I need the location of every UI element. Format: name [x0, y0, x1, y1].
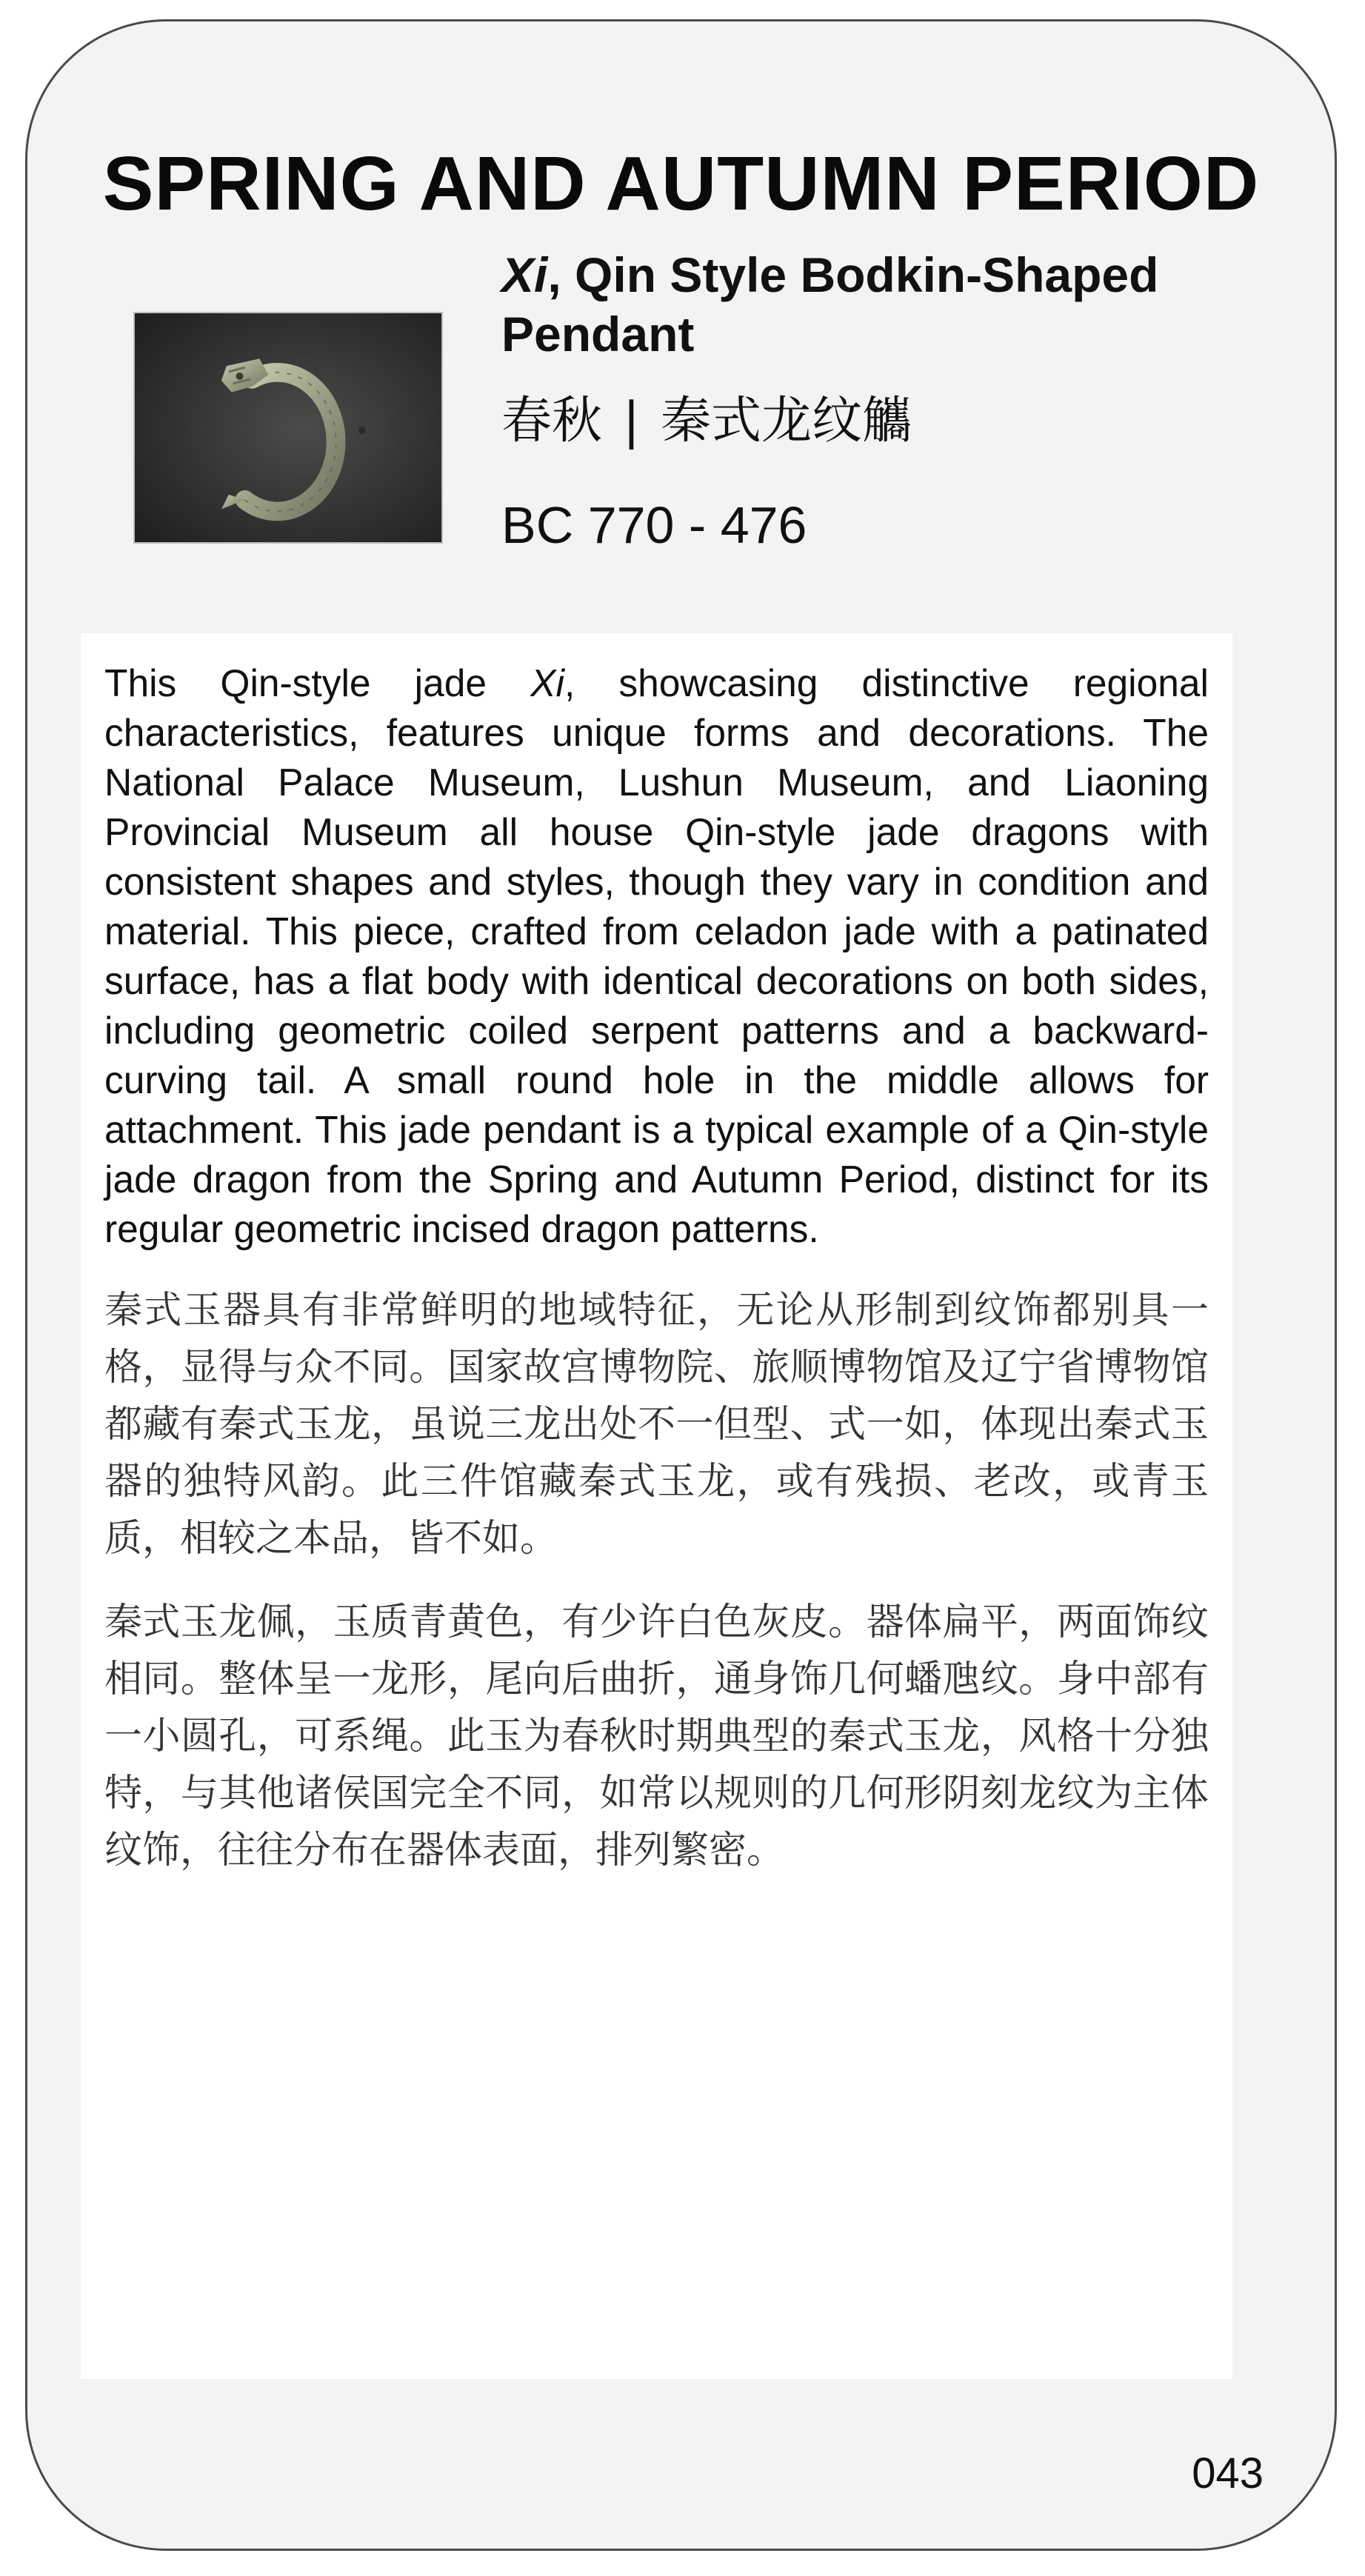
chinese-artifact-name: 秦式龙纹觿 — [660, 392, 912, 450]
chinese-period: 春秋 — [501, 392, 603, 450]
chinese-description-2: 秦式玉龙佩，玉质青黄色，有少许白色灰皮。器体扁平，两面饰纹相同。整体呈一龙形，尾向后曲折，通身饰几何蟠虺纹。身中部有一小圆孔，可系绳。此玉为春秋时期典型的秦式玉龙，风格十分独特，与其他诸侯国完全不同，如常以规则的几何形阴刻龙纹为主体纹饰，往往分布在器体表面，排列繁密。 — [104, 1601, 1209, 1872]
artifact-date: BC 770 - 476 — [501, 496, 807, 554]
artifact-photo — [133, 312, 443, 544]
description-panel — [81, 633, 1232, 2379]
title-separator: | — [623, 392, 640, 450]
english-description — [104, 658, 1209, 1254]
artifact-title — [501, 245, 1286, 364]
artifact-title-italic: Xi — [501, 247, 548, 302]
jade-dragon-pendant-icon — [135, 313, 441, 542]
chinese-description-1: 秦式玉器具有非常鲜明的地域特征，无论从形制到纹饰都别具一格，显得与众不同。国家故宫博物院、旅顺博物馆及辽宁省博物馆都藏有秦式玉龙，虽说三龙出处不一但型、式一如，体现出秦式玉器的独特风韵。此三件馆藏秦式玉龙，或有残损、老改，或青玉质，相较之本品，皆不如。 — [104, 1289, 1209, 1561]
artifact-chinese-name — [501, 392, 912, 451]
english-lead: This Qin-style jade — [104, 661, 531, 704]
english-italic-term: Xi — [530, 661, 564, 704]
page-number: 043 — [1192, 2449, 1264, 2497]
period-heading: SPRING AND AUTUMN PERIOD — [102, 141, 1260, 226]
artifact-title-rest: , Qin Style Bodkin-Shaped Pendant — [501, 247, 1159, 361]
english-body: , showcasing distinctive regional characteristics, features unique forms and decorations. The National Palace Museum, Lushun Museum, and Liaoning Provincial Museum all house Qin-style jade dragons with consistent shapes and styles, though they vary in condition and material. This piece, crafted from celadon jade with a patinated surface, has a flat body with identical decorations on both sides, including geometric coiled serpent patterns and a backward-curving tail. A small round hole in the middle allows for attachment. This jade pendant is a typical example of a Qin-style jade dragon from the Spring and Autumn Period, distinct for its regular geometric incised dragon patterns. — [104, 661, 1209, 1250]
